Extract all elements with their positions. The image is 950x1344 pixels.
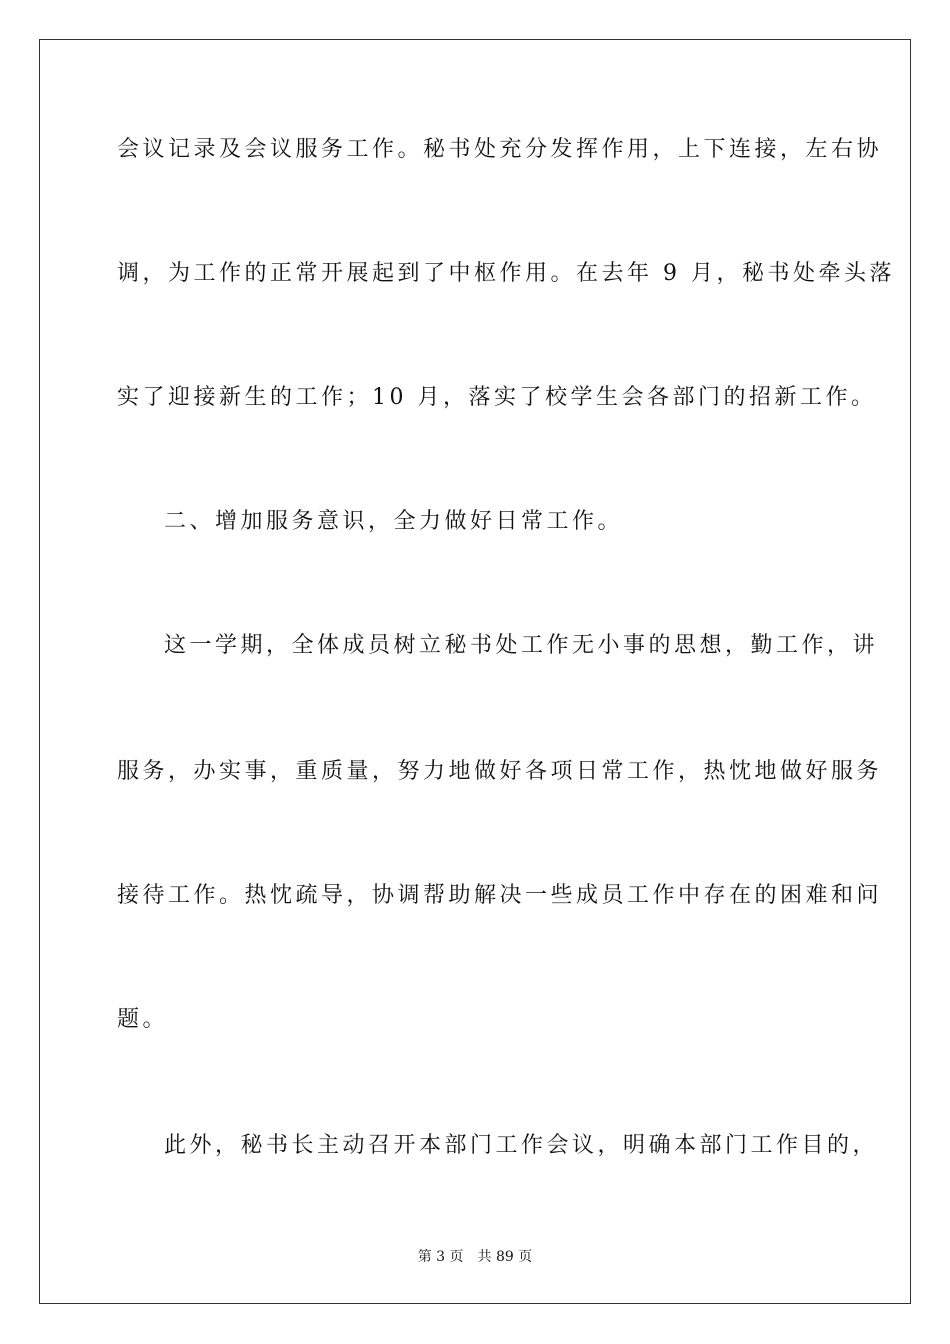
paragraph-line-1: 会议记录及会议服务工作。秘书处充分发挥作用，上下连接，左右协 xyxy=(117,137,883,162)
page-border xyxy=(39,39,911,1304)
paragraph-line-6: 服务，办实事，重质量，努力地做好各项日常工作，热忱地做好服务 xyxy=(117,759,883,784)
paragraph-line-3: 实了迎接新生的工作；10 月，落实了校学生会各部门的招新工作。 xyxy=(117,385,877,410)
section-heading: 二、增加服务意识，全力做好日常工作。 xyxy=(164,509,624,534)
page-number-footer: 第 3 页 共 89 页 xyxy=(417,1249,533,1265)
paragraph-line-7: 接待工作。热忱疏导，协调帮助解决一些成员工作中存在的困难和问 xyxy=(117,883,883,908)
paragraph-line-5: 这一学期，全体成员树立秘书处工作无小事的思想，勤工作，讲 xyxy=(164,633,879,658)
paragraph-line-2: 调，为工作的正常开展起到了中枢作用。在去年 9 月，秘书处牵头落 xyxy=(117,261,895,286)
paragraph-line-8: 题。 xyxy=(117,1007,169,1032)
paragraph-line-9: 此外，秘书长主动召开本部门工作会议，明确本部门工作目的， xyxy=(164,1133,879,1158)
